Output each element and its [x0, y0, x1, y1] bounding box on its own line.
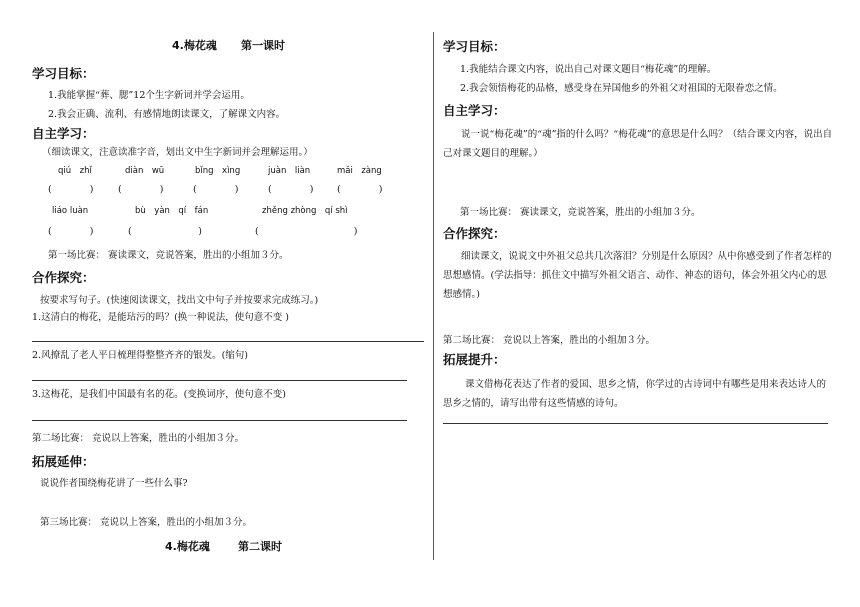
answer-line-3[interactable] [32, 420, 407, 421]
left-self-instruction: （细读课文，注意读准字音，划出文中生字新词并会理解运用。） [42, 147, 313, 158]
column-divider [433, 32, 434, 560]
right-goals-heading: 学习目标： [443, 39, 506, 54]
answer-line-1[interactable] [32, 341, 424, 342]
left-goals-heading: 学习目标： [32, 66, 95, 81]
lesson2-title: 4.梅花魂 [165, 540, 210, 553]
question-3: 3.这梅花，是我们中国最有名的花。(变换词序，使句意不变) [32, 389, 286, 400]
right-coop-question: 细读课文，说说文中外祖父总共几次落泪？分别是什么原因？从中你感受到了作者怎样的思想感情。(学法指导：抓住文中描写外祖父语言、动作、神态的语句，体会外祖父内心的思想感情。) [443, 251, 832, 300]
right-goal-2: 2.我会领悟梅花的品格，感受身在异国他乡的外祖父对祖国的无限眷恋之情。 [460, 83, 783, 94]
left-coop-heading: 合作探究： [32, 270, 95, 285]
pinyin-6: liáo luàn [52, 206, 89, 216]
left-ext-heading: 拓展延伸： [32, 454, 95, 469]
right-contest-2: 第二场比赛： 竞说以上答案，胜出的小组加３分。 [443, 335, 656, 346]
pinyin-1: qiú zhǐ [58, 166, 92, 176]
right-self-question: 说一说“梅花魂”的“魂”指的什么吗？“梅花魂”的意思是什么吗？（结合课文内容，说出自己对课文题目的理解。） [443, 129, 833, 159]
left-goal-1: 1.我能掌握“葬、腮”12个生字新词并学会运用。 [48, 90, 250, 101]
lesson1-period: 第一课时 [241, 39, 285, 52]
pinyin-2: diàn wū [125, 166, 165, 176]
right-goal-1: 1.我能结合课文内容，说出自己对课文题目“梅花魂”的理解。 [460, 64, 717, 75]
answer-bracket[interactable]: ( ) [255, 226, 358, 237]
left-contest-2: 第二场比赛： 竞说以上答案，胜出的小组加３分。 [32, 433, 245, 444]
left-contest-1: 第一场比赛： 赛读课文，竞说答案，胜出的小组加３分。 [48, 250, 289, 261]
answer-bracket[interactable]: ( ) [118, 184, 164, 195]
left-self-heading: 自主学习： [32, 126, 95, 141]
answer-bracket[interactable]: ( ) [337, 184, 383, 195]
left-coop-instruction: 按要求写句子。(快速阅读课文，找出文中句子并按要求完成练习。) [40, 295, 319, 306]
pinyin-7: bù yàn qí fán [135, 206, 209, 216]
answer-bracket[interactable]: ( ) [48, 226, 94, 237]
right-answer-line[interactable] [443, 423, 828, 424]
right-ext-question: 课文借梅花表达了作者的爱国、思乡之情，你学过的古诗词中有哪些是用来表达诗人的思乡之情的，请写出带有这些情感的诗句。 [443, 379, 827, 409]
answer-line-2[interactable] [32, 380, 407, 381]
answer-bracket[interactable]: ( ) [193, 184, 239, 195]
pinyin-3: bǐng xìng [195, 166, 241, 176]
lesson2-period: 第二课时 [238, 540, 282, 553]
left-goal-2: 2.我会正确、流利、有感情地朗读课文，了解课文内容。 [48, 109, 286, 120]
answer-bracket[interactable]: ( ) [128, 226, 202, 237]
lesson1-title: 4.梅花魂 [172, 39, 217, 52]
pinyin-8: zhěng zhòng qí shì [262, 206, 348, 216]
pinyin-4: juàn liàn [268, 166, 311, 176]
question-1: 1.这清白的梅花，是能玷污的吗？(换一种说法，使句意不变 ) [32, 312, 289, 323]
answer-bracket[interactable]: ( ) [48, 184, 94, 195]
right-contest-1: 第一场比赛： 赛读课文，竞说答案，胜出的小组加３分。 [460, 207, 701, 218]
answer-bracket[interactable]: ( ) [268, 184, 314, 195]
right-ext-heading: 拓展提升： [443, 352, 506, 367]
right-coop-heading: 合作探究： [443, 226, 506, 241]
question-2: 2.风撩乱了老人平日梳理得整整齐齐的银发。(缩句) [32, 350, 248, 361]
left-ext-question: 说说作者围绕梅花讲了一些什么事? [40, 478, 188, 489]
pinyin-5: mǎi zàng [337, 166, 382, 176]
left-contest-3: 第三场比赛： 竞说以上答案，胜出的小组加３分。 [40, 517, 253, 528]
right-self-heading: 自主学习： [443, 103, 506, 118]
